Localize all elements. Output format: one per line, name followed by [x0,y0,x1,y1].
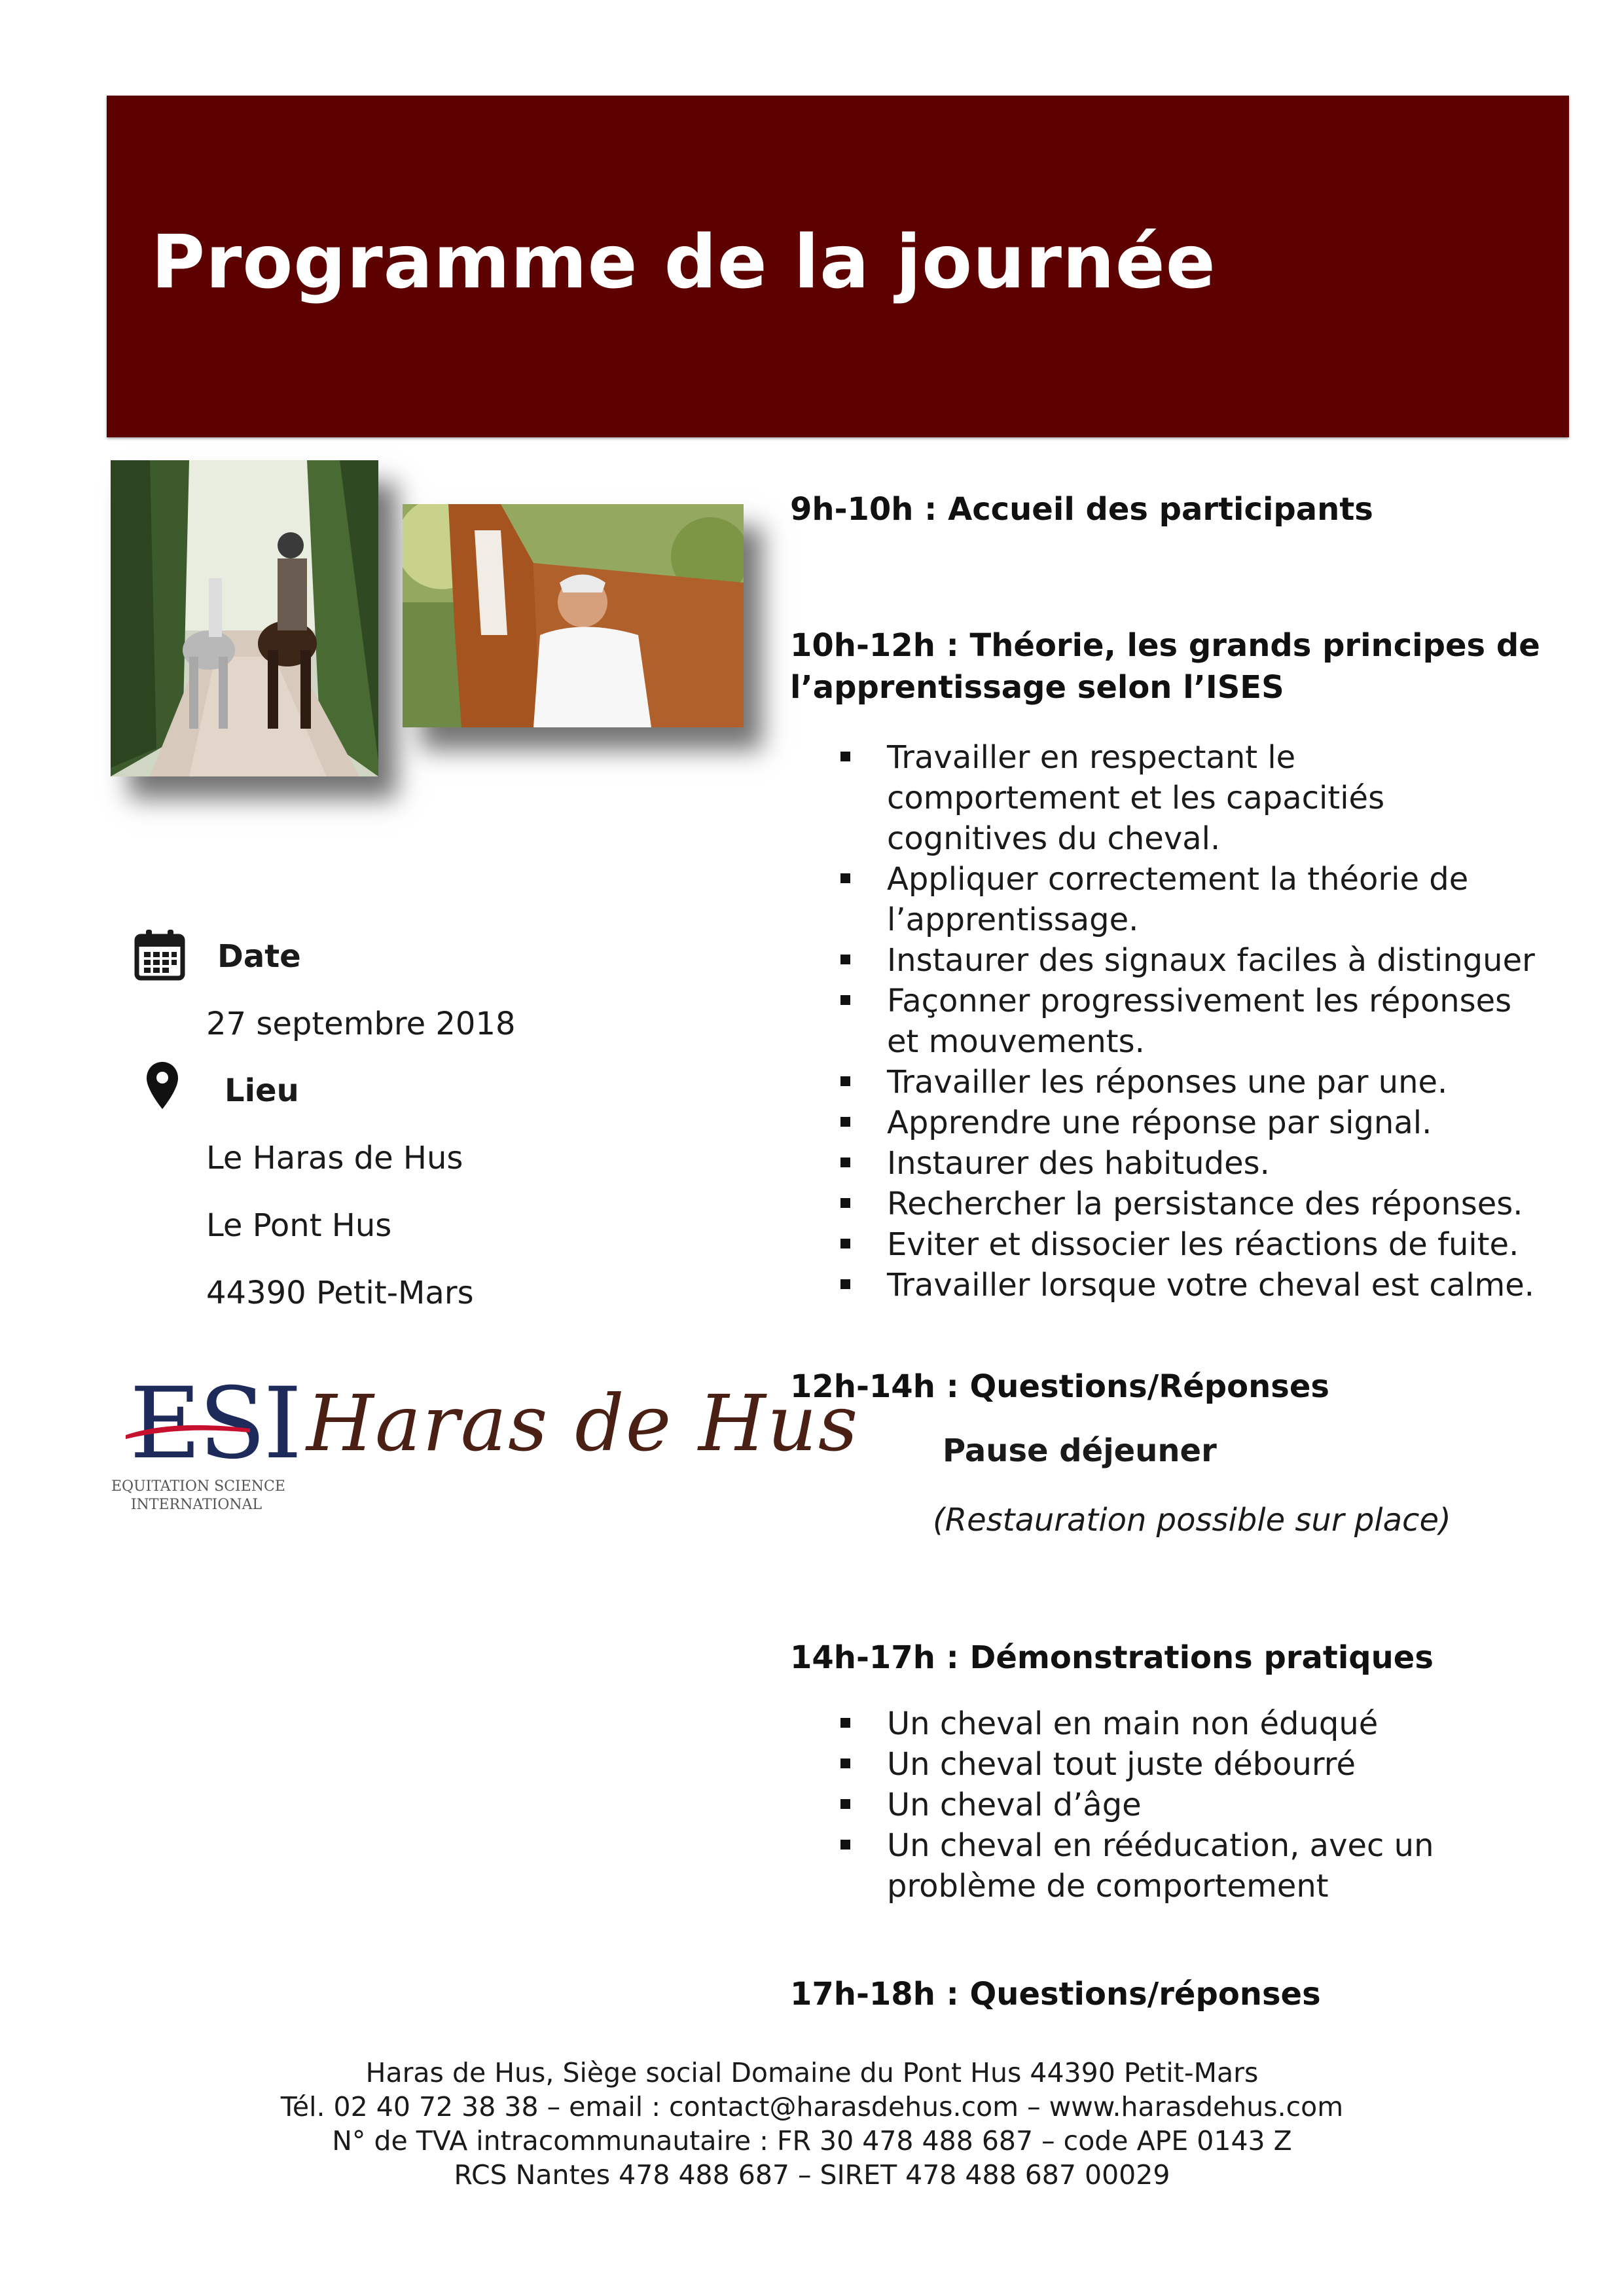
bullet-square-icon [840,1279,850,1289]
list-item [838,1224,1535,1265]
bullet-square-icon [840,1198,850,1208]
list-item-line: Instaurer des habitudes. [887,1145,1270,1182]
haras-de-hus-logo: Haras de Hus [306,1378,859,1468]
list-item [838,1825,1434,1906]
date-label: Date [217,938,301,975]
slot-title-line: 10h-12h : Théorie, les grands principes de [790,627,1540,664]
esi-logo [111,1367,300,1519]
list-item-line: Façonner progressivement les réponses [887,983,1512,1019]
slot-title-line: l’apprentissage selon l’ISES [790,669,1284,706]
bullet-square-icon [840,1718,850,1728]
page-title: Programme de la journée [151,220,1216,305]
list-item [838,1785,1434,1825]
list-item [838,859,1535,940]
place-label: Lieu [225,1072,299,1109]
list-item-line: Travailler lorsque votre cheval est calme. [887,1267,1535,1303]
title-banner [107,96,1569,437]
photo-riders-forest-path [111,460,378,776]
lunch-break: Pause déjeuner [943,1432,1217,1469]
list-item [838,737,1535,859]
place-line: Le Pont Hus [206,1207,392,1244]
esi-logo-mark: ESI [130,1367,300,1481]
footer-line: N° de TVA intracommunautaire : FR 30 478 488 687 – code APE 0143 Z [332,2125,1292,2157]
list-item [838,1744,1434,1785]
list-item-line: Instaurer des signaux faciles à distinguer [887,942,1535,979]
bullet-square-icon [840,1157,850,1167]
footer-line: RCS Nantes 478 488 687 – SIRET 478 488 687 00029 [454,2159,1170,2191]
esi-logo-subtitle: INTERNATIONAL [130,1497,262,1513]
map-pin-icon [145,1061,179,1110]
list-item-line: Eviter et dissocier les réactions de fuite. [887,1226,1519,1263]
bullet-square-icon [840,1076,850,1086]
lunch-note: (Restauration possible sur place) [933,1502,1451,1539]
bullet-square-icon [840,752,850,761]
bullet-square-icon [840,995,850,1005]
footer [0,2056,1624,2192]
list-item [838,940,1535,981]
list-item-line: l’apprentissage. [887,902,1139,938]
list-item [838,1184,1535,1224]
list-item [838,1143,1535,1184]
bullet-square-icon [840,1239,850,1248]
footer-line: Haras de Hus, Siège social Domaine du Pont Hus 44390 Petit-Mars [365,2057,1259,2088]
bullet-square-icon [840,873,850,883]
list-item-line: comportement et les capacitiés [887,780,1385,816]
esi-logo-subtitle: EQUITATION SCIENCE [111,1478,285,1495]
slot-title-10h [790,625,1540,708]
footer-line: Tél. 02 40 72 38 38 – email : contact@harasdehus.com – www.harasdehus.com [280,2091,1344,2123]
bullet-square-icon [840,1840,850,1850]
list-item [838,1265,1535,1305]
list-item [838,1062,1535,1102]
list-item-line: Appliquer correctement la théorie de [887,861,1469,898]
list-item-line: Un cheval tout juste débourré [887,1746,1356,1783]
list-item-line: et mouvements. [887,1023,1145,1060]
slot-title-12h: 12h-14h : Questions/Réponses [790,1368,1329,1405]
photo-man-with-horse [403,504,744,727]
place-line: Le Haras de Hus [206,1140,463,1176]
list-item-line: Un cheval d’âge [887,1787,1142,1823]
calendar-icon [134,928,185,981]
list-item [838,1704,1434,1744]
list-item-line: Un cheval en main non éduqué [887,1705,1379,1742]
slot-title-17h: 17h-18h : Questions/réponses [790,1976,1321,2013]
list-item-line: Travailler les réponses une par une. [887,1064,1448,1101]
list-item-line: Apprendre une réponse par signal. [887,1104,1432,1141]
list-item-line: cognitives du cheval. [887,820,1221,857]
date-value: 27 septembre 2018 [206,1006,516,1042]
bullet-square-icon [840,955,850,964]
bullet-square-icon [840,1758,850,1768]
demonstrations-list [838,1704,1434,1906]
list-item-line: problème de comportement [887,1868,1329,1904]
list-item [838,1102,1535,1143]
place-line: 44390 Petit-Mars [206,1275,474,1311]
bullet-square-icon [840,1799,850,1809]
slot-title-9h: 9h-10h : Accueil des participants [790,491,1373,528]
theory-principles-list [838,737,1535,1305]
bullet-square-icon [840,1117,850,1127]
list-item [838,981,1535,1062]
esi-swoosh [126,1422,250,1442]
list-item-line: Travailler en respectant le [887,739,1296,776]
list-item-line: Un cheval en rééducation, avec un [887,1827,1434,1864]
list-item-line: Rechercher la persistance des réponses. [887,1186,1523,1222]
slot-title-14h: 14h-17h : Démonstrations pratiques [790,1639,1434,1676]
